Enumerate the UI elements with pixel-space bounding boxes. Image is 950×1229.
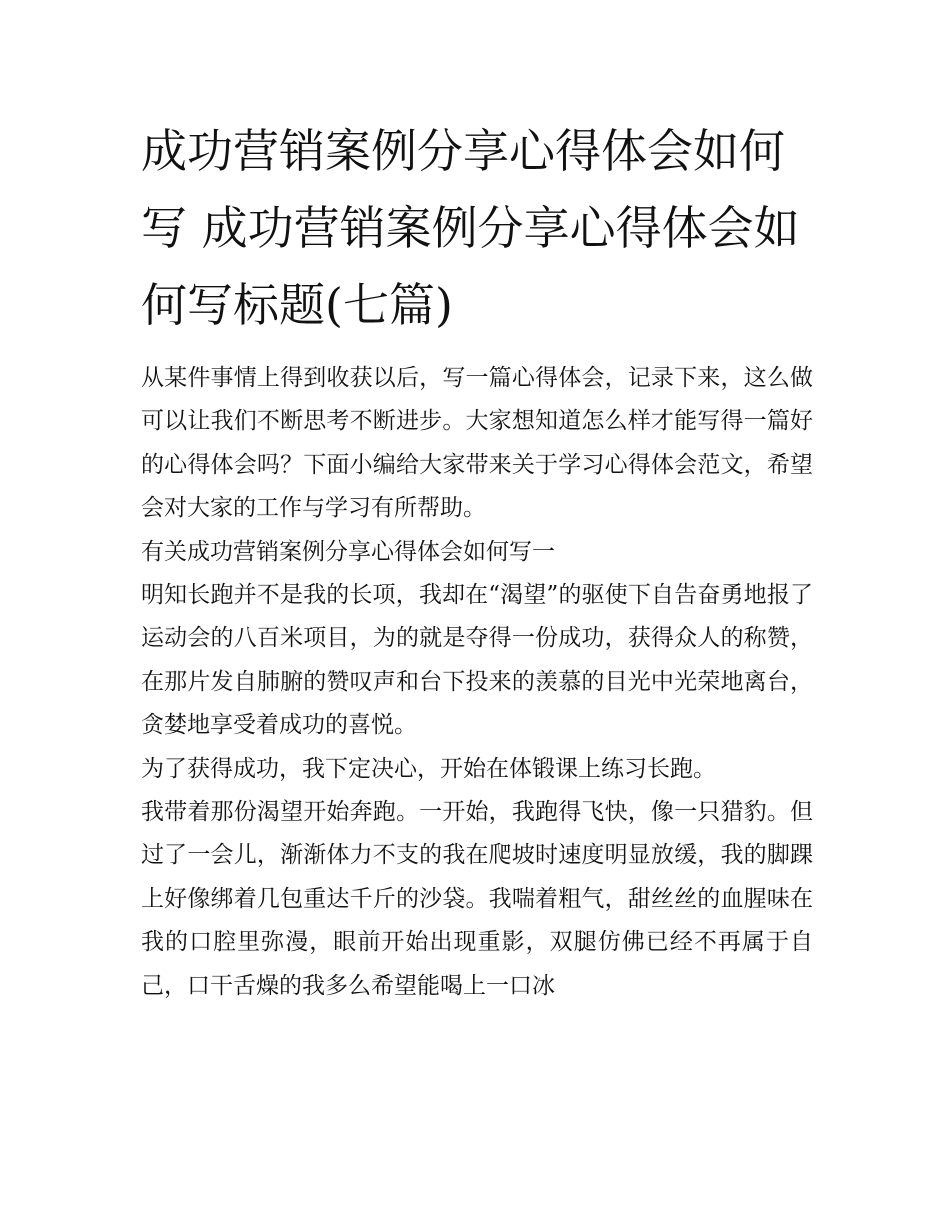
document-title: 成功营销案例分享心得体会如何写 成功营销案例分享心得体会如何写标题(七篇) — [141, 124, 800, 332]
body-paragraph: 我带着那份渴望开始奔跑。一开始，我跑得飞快，像一只猎豹。但过了一会儿，渐渐体力不支的我在爬坡时速度明显放缓，我的脚踝上好像绑着几包重达千斤的沙袋。我喘着粗气，甜丝丝的血腥味在我的口腔里弥漫，眼前开始出现重影，双腿仿佛已经不再属于自己，口干舌燥的我多么希望能喝上一口冰 — [141, 799, 813, 999]
section-heading: 有关成功营销案例分享心得体会如何写一 — [141, 538, 555, 565]
body-paragraph: 明知长跑并不是我的长项，我却在“渴望”的驱使下自告奋勇地报了运动会的八百米项目，为的就是夺得一份成功，获得众人的称赞，在那片发自肺腑的赞叹声和台下投来的羡慕的目光中光荣地离台，贪婪地享受着成功的喜悦。 — [141, 582, 813, 739]
document-body — [141, 357, 813, 1008]
intro-paragraph: 从某件事情上得到收获以后，写一篇心得体会，记录下来，这么做可以让我们不断思考不断进步。大家想知道怎么样才能写得一篇好的心得体会吗？下面小编给大家带来关于学习心得体会范文，希望会对大家的工作与学习有所帮助。 — [141, 365, 813, 522]
body-paragraph: 为了获得成功，我下定决心，开始在体锻课上练习长跑。 — [141, 755, 716, 782]
